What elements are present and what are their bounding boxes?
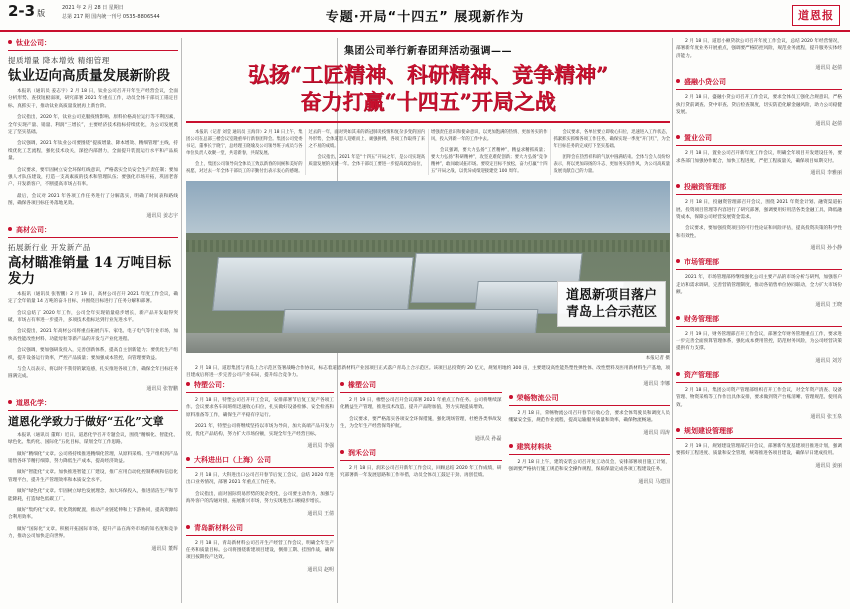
lead-paragraph: 本报讯（记者 刘莹 通讯员 王海洋）2 月 18 日上午，集团公司在总部三楼会议室隆重举行新春团拜会。集团公司党委书记、董事长于晓宁，总经理王晓瑜及公司领导班子成员与各单位负责人欢聚一堂，共话新春，共谋发展。: [186, 130, 303, 156]
page-number-label: 版: [37, 9, 46, 18]
article-paragraph: 会议强调，2021 年钛业公司要围绕“提质增量、降本增效、精细管理”主线，持续优化工艺流程，强化技术攻关，深挖内部潜力，全面提升装置运行水平和产品质量。: [8, 141, 178, 162]
brief-xiaodai-top: [676, 38, 842, 71]
brief-byline: 通讯员 赵明: [307, 566, 334, 573]
brief-byline: 通讯员 王晓: [815, 301, 842, 308]
article-headline: 道恩化学致力于做好“五化”文章: [8, 414, 164, 428]
briefs-grid: [340, 380, 670, 487]
article-shoulder: 提质增量 降本增效 精细管理: [8, 56, 110, 65]
brief-qingdao: [186, 523, 334, 573]
brief-rongchang: [509, 393, 671, 436]
brief-paragraph: 2 月 18 日，集团公司资产管理部组织召开工作会议，对全年资产清查、设备管理、物资采购等工作作出具体安排，要求做到资产台账清晰、管理规范、使用高效。: [676, 387, 842, 408]
article-paragraph: 做好“智能化”文章。加快推进智能工厂建设，推广应用自动化控制系统和信息化管理平台，提升生产管理效率和本质安全水平。: [8, 470, 178, 483]
article-headline: 钛业迈向高质量发展新阶段: [8, 68, 170, 84]
brief-shengrong: [676, 77, 842, 127]
lead-headline-line2: 奋力打赢“十四五”开局之战: [300, 89, 556, 114]
brief-byline: 通讯员 李强: [307, 443, 334, 450]
brief-tag: 市场管理部: [676, 257, 842, 267]
photo-caption-text: 2 月 18 日，道恩集团与青岛上合示范区签署战略合作协议，标志着道恩新材料产业园项目正式落户青岛上合示范区。该项目总投资约 20 亿元，规划用地约 300 亩，主要建设高性能热塑性弹性体、改性塑料及医用新材料生产基地，项目建成后将进一步完善公司产业布局，提升综合竞争力。: [186, 366, 670, 379]
article-paragraph: 做好“集约化”文章。优化资源配置，推动产业链延伸和上下游协同，提高资源综合利用效率。: [8, 508, 178, 521]
brief-paragraph: 2 月 18 日，置业公司召开新年度工作会议，明确全年项目开发建设任务，要求各部门加强协作配合，加快工程进度，严把工程质量关，确保项目如期交付。: [676, 151, 842, 164]
brief-tag: 大科进出口（上海）公司: [186, 455, 334, 465]
brief-tag: 建筑材料块: [509, 442, 671, 452]
brief-paragraph: 2 月 18 日，青岛新材料公司召开生产经营工作会议，明确全年生产任务和质量目标。公司将围绕新建项目建设，倒排工期、挂图作战，确保项目按期投产达效。: [186, 540, 334, 561]
divider: [186, 121, 670, 123]
lead-body: [186, 129, 670, 175]
brief-paragraph: 会议指出，面对国际贸易形势的复杂变化，公司要主动作为，加强与海外客户的沟通对接，拓展新兴市场，努力实现进出口额稳步增长。: [186, 491, 334, 505]
photo-building: [212, 257, 413, 311]
brief-guihua: [676, 426, 842, 469]
brief-paragraph: 会议要求，要严格落实各项安全环保措施，强化现场管理，杜绝各类事故发生，为全年生产经营保驾护航。: [340, 416, 502, 430]
brief-paragraph: 会议要求，要加强投资项目的可行性论证和风险评估，提高投资决策的科学性和有效性。: [676, 226, 842, 239]
brief-jianzhu: [509, 442, 671, 485]
photo-credit: 本报记者 摄: [645, 356, 670, 362]
divider: [676, 382, 842, 383]
masthead: [0, 0, 850, 32]
divider: [676, 269, 842, 270]
divider: [340, 392, 502, 393]
article-tag: 高材公司：: [8, 225, 178, 235]
article-headline: 高材瞄准销量 14 万吨目标发力: [8, 254, 172, 287]
article-gaocai: [8, 225, 178, 392]
article-paragraph: 会议指出，2020 年，钛业公司克服疫情影响、原料价格高位运行等不利因素，全年实现产量、销量、利润“三增长”，主要经济技术指标持续优化，为公司发展奠定了坚实基础。: [8, 115, 178, 136]
article-paragraph: 会议要求，要牢固树立安全环保红线意识，严格落实全员安全生产责任制；要加强人才队伍建设，打造一支高素质的技术和管理队伍；要强化市场开拓，巩固老客户、开发新客户，不断提高市场占有率。: [8, 167, 178, 188]
article-byline: 通讯员 董辉: [151, 545, 178, 552]
photo-caption-box: [557, 281, 666, 327]
newspaper-logo: 道恩报: [792, 5, 840, 26]
page-number-value: 2-3: [8, 2, 36, 20]
brief-byline: 通讯员 姜丽: [815, 462, 842, 469]
column-right: [676, 38, 842, 603]
lead-paragraph: 团拜会在热烈祥和的气氛中圆满结束。全体与会人员纷纷表示，将以更加昂扬的斗志、更加务实的作风，为公司高质量发展贡献自己的力量。: [553, 155, 670, 174]
article-paragraph: 会议总结了 2020 年工作，公司全年实现销量稳步增长，新产品开发取得突破，市场占有率进一步提升，多项技术指标达到行业先进水平。: [8, 310, 178, 323]
brief-byline: 通讯员 周涛: [643, 429, 670, 436]
brief-byline: 通讯员 赵倩: [815, 121, 842, 128]
column-divider-1: [181, 38, 182, 603]
brief-paragraph: 2 月 18 日，荣畅物流公司召开春节后收心会，要求全体驾驶员和调度人员绷紧安全弦，规范作业流程，提高运输服务质量和效率，确保物流畅通。: [508, 411, 670, 424]
lead-article: [186, 40, 670, 379]
article-paragraph: 会议提出，2021 年高材公司将重点拓展汽车、家电、电子电气等行业市场，加快高性能改性材料、功能母粒等新产品的开发与产业化进程。: [8, 329, 178, 342]
article-paragraph: 最后，会议对 2021 年各项工作任务进行了分解落实，明确了时间表和路线图，确保各项目标任务落地见效。: [8, 193, 178, 207]
article-tag: 钛业公司：: [8, 38, 178, 48]
brief-tag: 荣畅物流公司: [509, 393, 671, 403]
divider: [509, 454, 671, 455]
brief-byline: 通讯员 张玉泉: [810, 413, 842, 420]
brief-tag: 规划建设管理部: [676, 426, 842, 436]
brief-tag: 投融资管理部: [676, 182, 842, 192]
article-byline: 通讯员 张智鹏: [146, 385, 178, 392]
photo-building: [281, 309, 537, 335]
column-mid: [186, 380, 334, 603]
article-paragraph: 本报讯（通讯员 姜志宇）2 月 18 日，钛业公司召开开年生产经营会议，全面分析形势、查找短板弱项，研究部署 2021 年重点工作，动员全体干部员工锚定目标、真抓实干，推动钛业高质量发展再上新台阶。: [8, 89, 178, 109]
brief-paragraph: 2 月 18 日，特塑公司召开开工会议，安排部署节后复工复产各项工作。会议要求各车间班组迅速收心归位，扎实做好设备检修、安全检查和原料准备等工作，确保生产平稳有序运行。: [186, 398, 334, 418]
issue-date: 2021 年 2 月 28 日 星期日: [62, 5, 124, 11]
divider: [340, 460, 502, 461]
lead-headline: [186, 61, 670, 115]
brief-byline: 通讯员 刘芳: [815, 357, 842, 364]
photo-treeline: [186, 240, 670, 252]
photo-road: [186, 333, 670, 354]
brief-paragraph: 2021 年，特塑公司将继续坚持以市场为导向，加大高端产品开发力度，优化产品结构，努力扩大市场份额，实现全年生产经营目标。: [186, 424, 334, 437]
brief-touronzi: [676, 182, 842, 251]
lead-paragraph: 会议指出，2021 年是“十四五”开局之年，是公司实现高质量发展的关键一年。全体干部员工要进一步提高政治站位，增强责任意识和使命意识，以更加饱满的热情、更加务实的作风，投入到新一年的工作中去。: [308, 130, 548, 167]
divider: [8, 50, 178, 51]
brief-tag: 特塑公司：: [186, 380, 334, 390]
brief-zichan: [676, 370, 842, 420]
brief-paragraph: 2 月 19 日，橡塑公司召开会议部署 2021 年重点工作任务。公司将继续深化精益生产管理，推进技术改造，提升产品附加值，努力实现提质增效。: [340, 398, 502, 411]
brief-daike: [186, 455, 334, 517]
article-paragraph: 做好“国际化”文章。积极开拓国际市场，提升产品在海外市场的知名度和竞争力，推动公司加快走向世界。: [8, 526, 178, 540]
brief-paragraph: 2 月 18 日，投融资管理部召开会议，围绕 2021 年资金计划、融资渠道拓展、投资项目管理等内容进行了研究部署，强调要用好用活各类金融工具，降低融资成本，保障公司经营发展资金需求。: [676, 200, 842, 221]
brief-paragraph: 2 月 18 日，道恩小额贷款公司召开年度工作会议，总结 2020 年经营情况，部署新年度业务开展重点，强调要严格防控风险，规范业务流程，提升服务实体经济能力。: [676, 39, 842, 59]
article-paragraph: 与会人员表示，将以时不我待的紧迫感，扎实推进各项工作，确保全年目标任务圆满完成。: [8, 366, 178, 380]
article-paragraph: 做好“绿色化”文章。牢固树立绿色发展理念，加大环保投入，推进清洁生产和节能降耗，打造绿色低碳工厂。: [8, 489, 178, 502]
brief-paragraph: 2 月 18 日，润禾公司召开新年工作会议，回顾总结 2020 年工作成绩，研究部署新一年发展思路和工作举措，动员全体员工鼓足干劲、再创佳绩。: [340, 465, 502, 479]
brief-tag: 资产管理部: [676, 370, 842, 380]
brief-tag: 财务管理部: [676, 314, 842, 324]
brief-byline: 通讯员 赵倩: [815, 65, 842, 72]
divider: [509, 405, 671, 406]
photo-caption-line2: 青岛上合示范区: [565, 305, 657, 321]
article-paragraph: 会议强调，要加强研发投入，完善创新体系，提高自主创新能力；要优化生产组织，提升设备运行效率，严控产品质量；要加强成本管控，向管理要效益。: [8, 348, 178, 361]
brief-tag: 润禾公司: [340, 448, 502, 458]
brief-byline: 通讯员 孙磊: [474, 435, 502, 442]
divider: [676, 438, 842, 439]
brief-byline: 通讯员 王倩: [307, 510, 334, 517]
brief-tesu: [186, 380, 334, 449]
brief-paragraph: 2 月 18 日，大科进出口公司召开春节后复工会议，总结 2020 年进出口业务情况，部署 2021 年重点工作任务。: [186, 473, 334, 486]
issue-number: 总第 217 期 国内统一刊号 0535-8806544: [62, 14, 160, 20]
center-bottom-briefs: [340, 380, 670, 603]
divider: [186, 392, 334, 393]
divider: [676, 89, 842, 90]
brief-tag: 盛融小贷公司: [676, 77, 842, 87]
article-paragraph: 做好“精细化”文章。公司将持续推进精细化管理，从原料采购、生产组织到产品销售各环节精打细算，努力降低生产成本，提高经济效益。: [8, 451, 178, 464]
article-byline: 通讯员 姜志宇: [146, 212, 178, 219]
brief-tag: 置业公司: [676, 133, 842, 143]
brief-byline: 通讯员 孙小静: [810, 245, 842, 252]
brief-paragraph: 2021 年，市场管理部将继续强化公司主要产品的市场分析与研判，加强客户走访和需求调研，完善营销管理制度，推动各销售单位协同联动，全力扩大市场份额。: [676, 275, 842, 296]
article-paragraph: 本报讯（通讯员 董辉）近日，道恩化学召开专题会议，围绕“精细化、智能化、绿色化、集约化、国际化”五化目标，谋划全年工作思路。: [8, 432, 178, 446]
lead-eyebrow: 集团公司举行新春团拜活动强调——: [344, 46, 512, 57]
divider: [8, 237, 178, 238]
article-shoulder: 拓展新行业 开发新产品: [8, 242, 91, 252]
lead-paragraph: 会议强调，要大力弘扬“工匠精神”，精益求精抓质量；要大力弘扬“科研精神”，攻坚克难促创新；要大力弘扬“竞争精神”，敢闯敢试拓市场。要咬定目标不放松，奋力打赢“十四五”开局之战，以优异成绩迎接建党 100 周年。: [431, 148, 548, 174]
lead-photo: [186, 181, 670, 353]
photo-sky: [186, 181, 670, 236]
divider: [676, 145, 842, 146]
article-paragraph: 本报讯（通讯员 张智鹏）2 月 19 日，高材公司召开 2021 年度工作会议，确定了全年销量 14 万吨的奋斗目标，并围绕目标进行了任务分解和部署。: [8, 291, 178, 305]
divider: [676, 326, 842, 327]
masthead-section-title: 专题·开局“十四五” 展现新作为: [325, 10, 525, 25]
divider: [186, 535, 334, 536]
divider: [8, 410, 178, 411]
brief-tag: 青岛新材料公司: [186, 523, 334, 533]
brief-xiangsu: [340, 380, 502, 442]
article-tag: 道恩化学：: [8, 398, 178, 408]
brief-zhiye: [676, 133, 842, 176]
photo-caption-line1: 道恩新项目落户: [565, 288, 657, 304]
brief-shichang: [676, 257, 842, 307]
brief-paragraph: 2 月 19 日，规划建设管理部召开会议，部署新年度基建项目推进计划，强调要抓好工程进度、质量和安全管理，统筹推进各项目建设，确保早日建成投用。: [676, 443, 842, 457]
brief-byline: 通讯员 李雅丽: [810, 170, 842, 177]
brief-caiwu: [676, 314, 842, 364]
brief-byline: 通讯员 李娜: [643, 381, 670, 387]
brief-byline: 通讯员 马建国: [638, 478, 670, 485]
divider: [676, 194, 842, 195]
brief-tag: 橡塑公司: [340, 380, 502, 390]
article-chemistry: [8, 398, 178, 552]
divider: [186, 467, 334, 468]
column-divider-3: [672, 38, 673, 603]
brief-paragraph: 2 月 18 日上午，建筑安装公司召开复工动员会，安排部署项目施工计划，强调要严格执行施工规范和安全操作规程，保质保量完成各项工程建设任务。: [508, 459, 670, 473]
brief-paragraph: 2 月 18 日，盛融小贷公司召开工作会议，要求全体员工强化合规意识，严格执行贷前调查、贷中审查、贷后检查制度，切实防范化解金融风险，助力公司稳健发展。: [676, 95, 842, 116]
column-left: [8, 38, 178, 603]
lead-headline-line1: 弘扬“工匠精神、科研精神、竞争精神”: [247, 62, 609, 87]
lead-paragraph: 会上，集团公司领导向全体员工致以新春的问候和美好的祝愿，对过去一年全体干部员工的辛勤付出表示衷心的感谢。过去的一年，面对突如其来的新冠肺炎疫情和复杂多变的国内外形势，全体道恩人迎难而上、顽强拼搏，各项工作取得了来之不易的成绩。: [186, 130, 425, 174]
brief-paragraph: 2 月 19 日，财务管理部召开工作会议，部署全年财务管理重点工作，要求进一步完善全面预算管理体系，强化成本费用管控，防范财务风险，为公司经营决策提供有力支撑。: [676, 331, 842, 352]
article-titanium: [8, 38, 178, 219]
lead-paragraph: 会议要求，各单位要立即收心归位，迅速进入工作状态，抓紧抓实抓细各项工作任务，确保实现一季度“开门红”，为全年目标任务的完成打下坚实基础。: [553, 130, 670, 149]
